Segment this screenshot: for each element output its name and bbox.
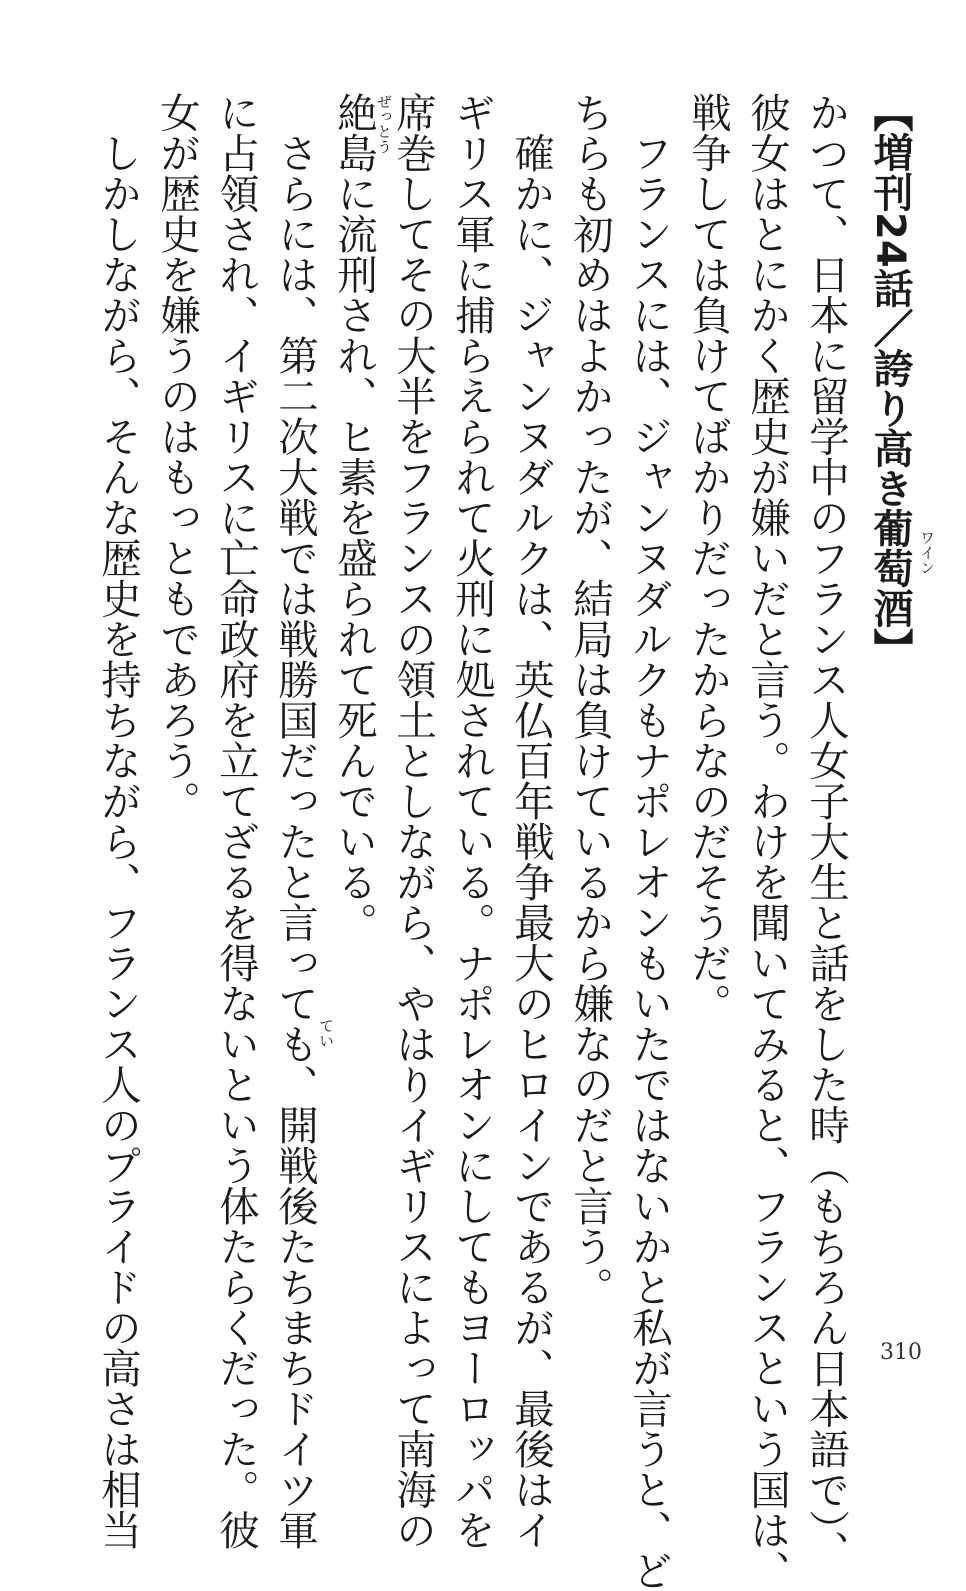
text-line-11: に占領され、イギリスに亡命政府を立てざるを得ないという体たらくだった。彼 — [212, 92, 260, 1550]
title-open-bracket: 【 — [867, 92, 913, 132]
text-line-6: 確かに、ジャンヌダルクは、英仏百年戦争最大のヒロインであるが、最後はイ — [507, 92, 555, 1550]
title-text: 増刊24話／誇り高き — [867, 132, 913, 508]
page-number: 310 — [880, 1340, 922, 1365]
text-line-1: かつて、日本に留学中のフランス人女子大生と話をした時（もちろん日本語で）、 — [802, 92, 850, 1571]
text-line-3: 戦争しては負けてばかりだったからなのだそうだ。 — [684, 92, 732, 1024]
text-line-9: 絶島に流刑され、ヒ素を盛られて死んでいる。 — [330, 92, 378, 943]
text-line-12: 女が歴史を嫌うのはもっともであろう。 — [153, 92, 201, 821]
title-ruby-reading: ワイン — [918, 529, 936, 575]
title-ruby-base: 葡萄酒 — [867, 507, 913, 628]
ruby-tei: てい — [317, 1018, 335, 1048]
text-line-4: フランスには、ジャンヌダルクもナポレオンもいたではないかと私が言うと、ど — [625, 92, 673, 1591]
title-close-bracket: 】 — [867, 627, 913, 668]
text-line-10: さらには、第二次大戦では戦勝国だったと言っても、開戦後たちまちドイツ軍 — [271, 92, 319, 1550]
text-line-7: ギリス軍に捕らえられて火刑に処されている。ナポレオンにしてもヨーロッパを — [448, 92, 496, 1550]
ruby-zetto: ぜっとう — [375, 94, 393, 154]
text-line-13: しかしながら、そんな歴史を持ちながら、フランス人のプライドの高さは相当 — [94, 92, 142, 1550]
text-line-8: 席巻してその大半をフランスの領土としながら、やはりイギリスによって南海の — [389, 92, 437, 1550]
title-ruby-word — [862, 507, 936, 628]
chapter-title — [862, 92, 936, 668]
text-line-2: 彼女はとにかく歴史が嫌いだと言う。わけを聞いてみると、フランスという国は、 — [743, 92, 791, 1591]
text-line-5: ちらも初めはよかったが、結局は負けているから嫌なのだと言う。 — [566, 92, 614, 1307]
